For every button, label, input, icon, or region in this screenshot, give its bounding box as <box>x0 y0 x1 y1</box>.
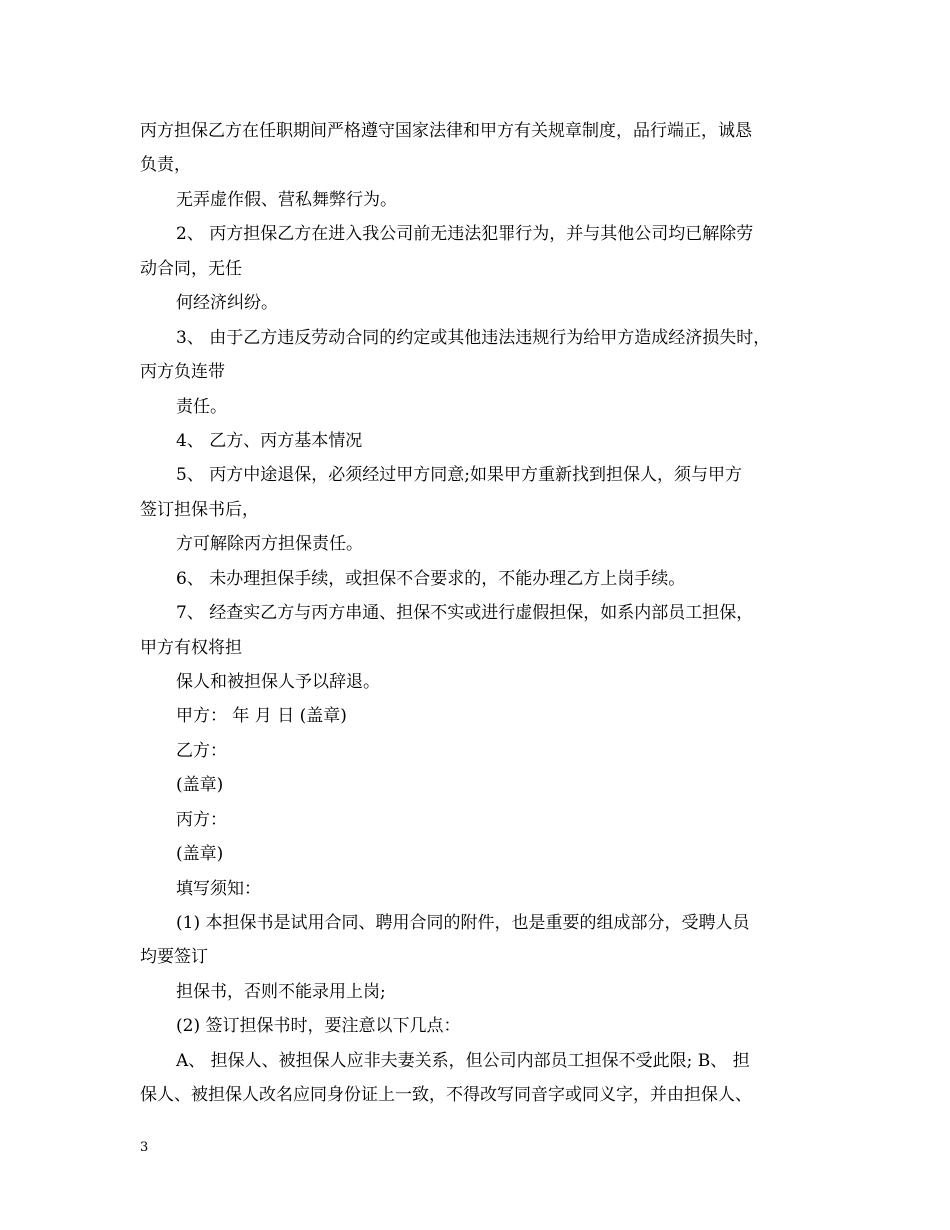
text-line: (1) 本担保书是试用合同、聘用合同的附件，也是重要的组成部分，受聘人员 <box>176 913 750 933</box>
text-line: 丙方负连带 <box>140 362 225 382</box>
text-line: 负责， <box>140 155 191 175</box>
text-line: 5、 丙方中途退保，必须经过甲方同意;如果甲方重新找到担保人，须与甲方 <box>176 465 742 485</box>
text-line: 责任。 <box>176 397 227 417</box>
text-line: 7、 经查实乙方与丙方串通、担保不实或进行虚假担保，如系内部员工担保， <box>176 603 754 623</box>
text-line: 甲方： 年 月 日 (盖章) <box>176 706 347 726</box>
text-line: 何经济纠纷。 <box>176 293 278 313</box>
text-line: 保人和被担保人予以辞退。 <box>176 672 380 692</box>
text-line: 动合同，无任 <box>140 259 242 279</box>
text-line: 无弄虚作假、营私舞弊行为。 <box>176 190 397 210</box>
text-line: 签订担保书后， <box>140 500 259 520</box>
text-line: A、 担保人、被担保人应非夫妻关系，但公司内部员工担保不受此限; B、 担 <box>176 1051 750 1071</box>
text-line: 3、 由于乙方违反劳动合同的约定或其他违法违规行为给甲方造成经济损失时， <box>176 328 771 348</box>
text-line: 均要签订 <box>140 947 208 967</box>
page-number: 3 <box>140 1140 149 1155</box>
text-line: 2、 丙方担保乙方在进入我公司前无违法犯罪行为，并与其他公司均已解除劳 <box>176 224 754 244</box>
text-line: (盖章) <box>176 844 224 864</box>
text-line: 6、 未办理担保手续，或担保不合要求的，不能办理乙方上岗手续。 <box>176 569 686 589</box>
text-line: 保人、被担保人改名应同身份证上一致，不得改写同音字或同义字，并由担保人、 <box>140 1085 752 1105</box>
text-line: 乙方： <box>176 741 227 761</box>
text-line: 丙方： <box>176 810 227 830</box>
text-line: 4、 乙方、丙方基本情况 <box>176 431 363 451</box>
text-line: 丙方担保乙方在任职期间严格遵守国家法律和甲方有关规章制度，品行端正，诚恳 <box>140 121 752 141</box>
text-line: 方可解除丙方担保责任。 <box>176 534 363 554</box>
text-line: (2) 签订担保书时，要注意以下几点： <box>176 1016 461 1036</box>
text-line: 担保书，否则不能录用上岗; <box>176 982 386 1002</box>
text-line: (盖章) <box>176 775 224 795</box>
text-line: 甲方有权将担 <box>140 638 242 658</box>
text-line: 填写须知： <box>176 879 261 899</box>
